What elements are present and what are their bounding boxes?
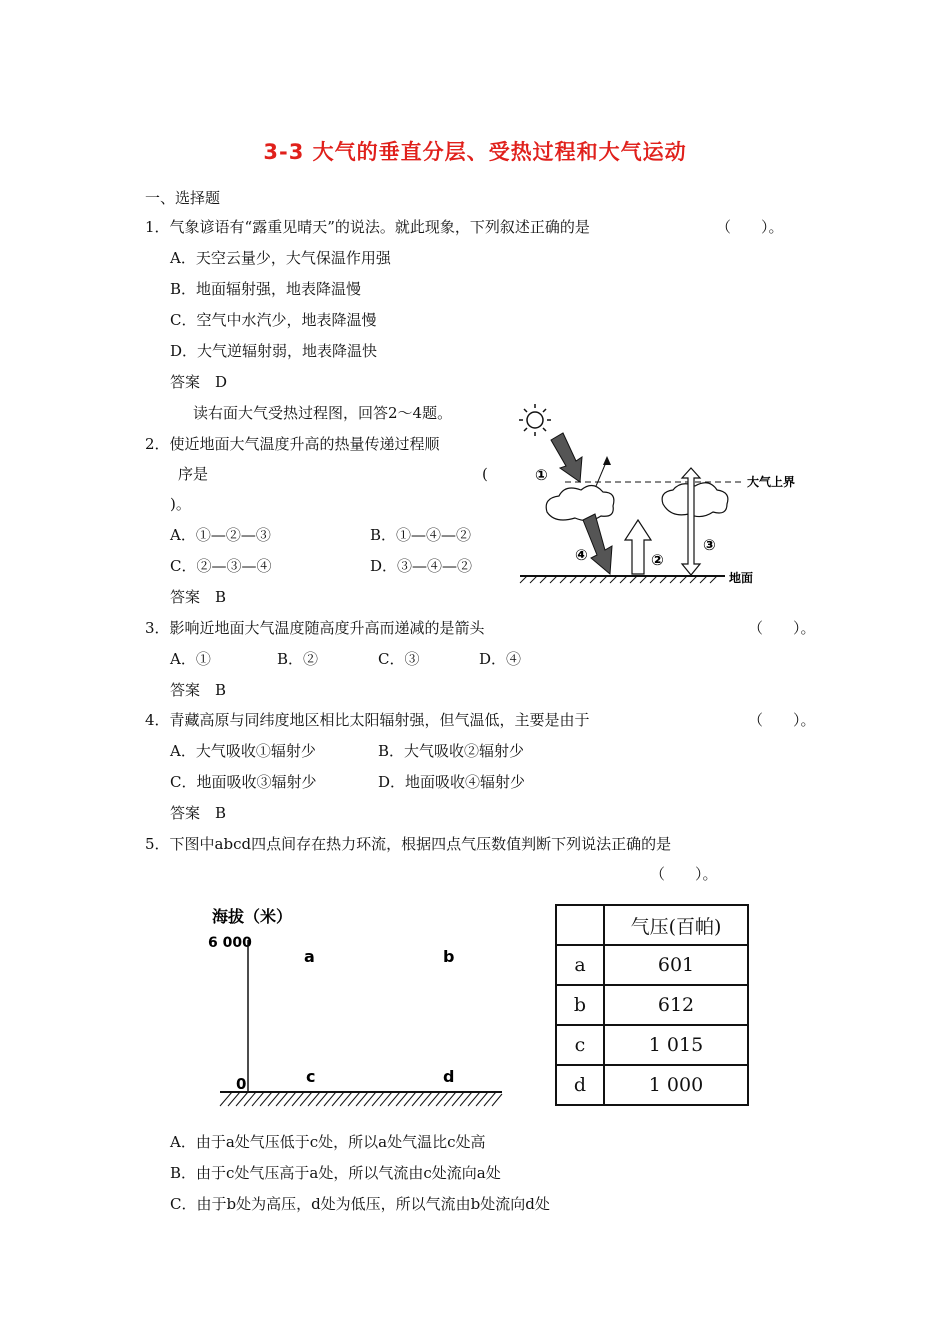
table-row bbox=[556, 945, 748, 985]
upper-boundary-label: 大气上界 bbox=[747, 475, 796, 489]
q2-option-d: D．③—④—② bbox=[370, 557, 473, 575]
altitude-top-tick: 6 000 bbox=[208, 935, 252, 951]
q1-option-b: B．地面辐射强，地表降温慢 bbox=[170, 280, 362, 298]
q1-option-a: A．天空云量少，大气保温作用强 bbox=[170, 249, 391, 267]
sun-icon bbox=[519, 404, 551, 436]
q2-option-a: A．①—②—③ bbox=[170, 526, 271, 544]
label-1: ① bbox=[535, 466, 548, 484]
q4-paren: （ ）。 bbox=[748, 711, 816, 729]
arrow-4 bbox=[583, 514, 612, 574]
point-c: c bbox=[306, 1067, 316, 1086]
intro-q2-4: 读右面大气受热过程图，回答2～4题。 bbox=[193, 404, 453, 422]
altitude-diagram bbox=[200, 900, 510, 1115]
q3-option-a: A．① bbox=[170, 650, 211, 668]
q4-option-a: A．大气吸收①辐射少 bbox=[170, 742, 316, 760]
q1-answer: 答案 D bbox=[170, 373, 228, 391]
table-cell-value: 1 000 bbox=[604, 1065, 748, 1105]
table-cell-point: a bbox=[556, 945, 604, 985]
q2-option-b: B．①—④—② bbox=[370, 526, 472, 544]
q3-paren: （ ）。 bbox=[748, 619, 816, 637]
table-header-empty bbox=[556, 905, 604, 945]
q4-option-b: B．大气吸收②辐射少 bbox=[378, 742, 525, 760]
arrow-1 bbox=[551, 433, 582, 482]
table-cell-value: 601 bbox=[604, 945, 748, 985]
point-a: a bbox=[304, 947, 315, 966]
q4-stem: 4．青藏高原与同纬度地区相比太阳辐射强，但气温低，主要是由于 bbox=[145, 711, 590, 729]
q4-option-d: D．地面吸收④辐射少 bbox=[378, 773, 526, 791]
q3-option-d: D．④ bbox=[479, 650, 522, 668]
table-row bbox=[556, 1025, 748, 1065]
point-d: d bbox=[443, 1067, 455, 1086]
ground-label: 地面 bbox=[729, 571, 754, 585]
altitude-zero-tick: 0 bbox=[236, 1075, 247, 1093]
page-title: 3-3 大气的垂直分层、受热过程和大气运动 bbox=[263, 140, 687, 164]
table-cell-point: c bbox=[556, 1025, 604, 1065]
q5-option-b: B．由于c处气压高于a处，所以气流由c处流向a处 bbox=[170, 1164, 501, 1182]
table-cell-value: 1 015 bbox=[604, 1025, 748, 1065]
label-3: ③ bbox=[703, 536, 716, 554]
q3-option-b: B．② bbox=[277, 650, 319, 668]
point-b: b bbox=[443, 947, 455, 966]
pressure-table bbox=[555, 904, 749, 1106]
table-cell-point: b bbox=[556, 985, 604, 1025]
q2-stem-line1: 2．使近地面大气温度升高的热量传递过程顺 bbox=[145, 435, 440, 453]
altitude-axis-label: 海拔（米） bbox=[212, 907, 293, 926]
table-cell-value: 612 bbox=[604, 985, 748, 1025]
q5-stem: 5．下图中abcd四点间存在热力环流，根据四点气压数值判断下列说法正确的是 bbox=[145, 835, 672, 853]
label-4: ④ bbox=[575, 546, 588, 564]
q4-option-c: C．地面吸收③辐射少 bbox=[170, 773, 317, 791]
q2-answer: 答案 B bbox=[170, 588, 227, 606]
q1-paren: （ ）。 bbox=[716, 218, 784, 236]
table-header-row bbox=[556, 905, 748, 945]
arrow-2 bbox=[625, 520, 651, 574]
q2-paren-close: )。 bbox=[170, 495, 191, 513]
q3-answer: 答案 B bbox=[170, 681, 227, 699]
heating-process-diagram bbox=[505, 400, 805, 590]
q3-stem: 3．影响近地面大气温度随高度升高而递减的是箭头 bbox=[145, 619, 485, 637]
label-2: ② bbox=[651, 551, 664, 569]
q1-option-d: D．大气逆辐射弱，地表降温快 bbox=[170, 342, 378, 360]
q2-stem-line2: 序是 bbox=[178, 465, 209, 483]
q2-paren-open: ( bbox=[482, 465, 488, 483]
q1-option-c: C．空气中水汽少，地表降温慢 bbox=[170, 311, 377, 329]
q4-answer: 答案 B bbox=[170, 804, 227, 822]
table-row bbox=[556, 985, 748, 1025]
table-row bbox=[556, 1065, 748, 1105]
q3-option-c: C．③ bbox=[378, 650, 420, 668]
q1-stem: 1．气象谚语有“露重见晴天”的说法。就此现象，下列叙述正确的是 bbox=[145, 218, 590, 236]
section-heading: 一、选择题 bbox=[145, 189, 221, 207]
q5-option-c: C．由于b处为高压，d处为低压，所以气流由b处流向d处 bbox=[170, 1195, 550, 1213]
table-cell-point: d bbox=[556, 1065, 604, 1105]
table-header-pressure: 气压(百帕) bbox=[604, 905, 748, 945]
q2-option-c: C．②—③—④ bbox=[170, 557, 272, 575]
cloud-right bbox=[662, 483, 728, 517]
q5-paren: （ ）。 bbox=[650, 865, 718, 883]
q5-option-a: A．由于a处气压低于c处，所以a处气温比c处高 bbox=[170, 1133, 486, 1151]
cloud-left bbox=[546, 485, 614, 520]
